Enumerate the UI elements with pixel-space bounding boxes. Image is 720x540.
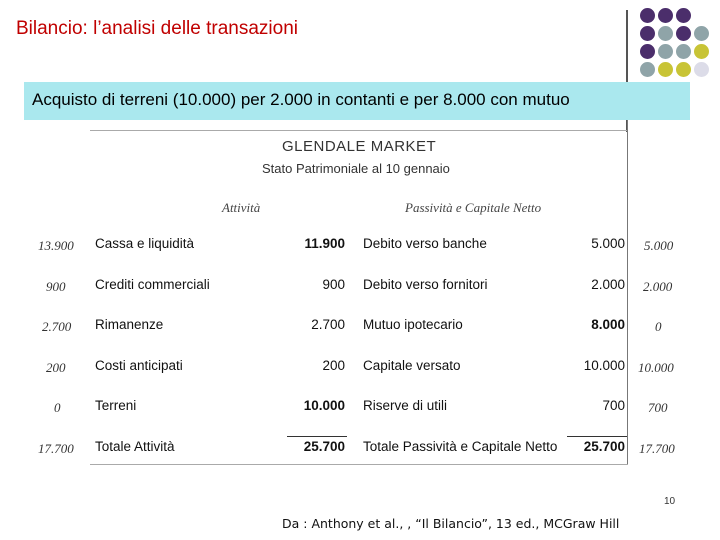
asset-label: Costi anticipati [95,358,183,373]
transaction-banner [24,82,690,120]
statement-frame-top [90,130,628,131]
decor-dot [694,44,709,59]
liability-value: 700 [602,398,625,413]
decor-dot [694,26,709,41]
statement-row [0,358,625,376]
asset-value: 900 [322,277,345,292]
decor-dot [658,26,673,41]
liability-label: Debito verso banche [363,236,487,251]
decor-dot [676,62,691,77]
asset-label: Rimanenze [95,317,164,332]
decor-dot [658,44,673,59]
asset-total-rule [287,436,347,437]
statement-frame-right [627,120,628,465]
prev-asset-value: 0 [54,400,61,415]
decor-dot [640,26,655,41]
liability-total-rule [567,436,627,437]
prev-asset-value: 13.900 [38,238,74,253]
statement-subtitle: Stato Patrimoniale al 10 gennaio [262,161,450,176]
liability-value: 8.000 [591,317,625,332]
liabilities-header: Passività e Capitale Netto [405,200,542,215]
liability-label: Riserve di utili [363,398,448,413]
prev-liability-value: 5.000 [644,238,674,253]
transaction-banner-text: Acquisto di terreni (10.000) per 2.000 in contanti e per 8.000 con mutuo [32,90,570,109]
asset-label: Totale Attività [95,439,175,454]
decor-dot [640,44,655,59]
asset-label: Crediti commerciali [95,277,210,292]
decor-dot-grid [640,8,720,88]
prev-liability-value: 10.000 [638,360,674,375]
prev-asset-value: 2.700 [42,319,72,334]
page-number: 10 [664,496,676,507]
decor-dot [658,8,673,23]
decor-dot [676,26,691,41]
statement-row [0,236,625,254]
assets-header: Attività [222,200,261,215]
prev-liability-value: 2.000 [643,279,673,294]
liability-label: Totale Passività e Capitale Netto [363,439,558,454]
liability-value: 5.000 [591,236,625,251]
slide-title: Bilancio: l’analisi delle transazioni [16,18,298,39]
statement-row [0,398,625,416]
asset-value: 200 [322,358,345,373]
statement-row [0,439,625,457]
asset-value: 25.700 [303,439,345,454]
asset-label: Cassa e liquidità [95,236,195,251]
asset-value: 2.700 [311,317,345,332]
liability-label: Debito verso fornitori [363,277,488,292]
decor-dot [676,8,691,23]
statement-row [0,317,625,335]
source-citation: Da : Anthony et al., , “Il Bilancio”, 13 ed., MCGraw Hill [282,516,620,531]
decor-dot [640,8,655,23]
decor-dot [640,62,655,77]
liability-value: 2.000 [591,277,625,292]
asset-value: 11.900 [304,236,345,251]
prev-asset-value: 900 [46,279,66,294]
decor-dot [658,62,673,77]
prev-liability-value: 700 [648,400,668,415]
prev-liability-value: 17.700 [639,441,675,456]
asset-label: Terreni [95,398,137,413]
statement-row [0,277,625,295]
company-name: GLENDALE MARKET [282,138,437,155]
asset-value: 10.000 [303,398,345,413]
prev-liability-value: 0 [655,319,662,334]
decor-dot [694,62,709,77]
decor-dot [676,44,691,59]
liability-value: 25.700 [583,439,625,454]
statement-frame-bottom [90,464,628,465]
prev-asset-value: 200 [46,360,66,375]
liability-label: Mutuo ipotecario [363,317,463,332]
liability-value: 10.000 [583,358,625,373]
prev-asset-value: 17.700 [38,441,74,456]
liability-label: Capitale versato [363,358,461,373]
